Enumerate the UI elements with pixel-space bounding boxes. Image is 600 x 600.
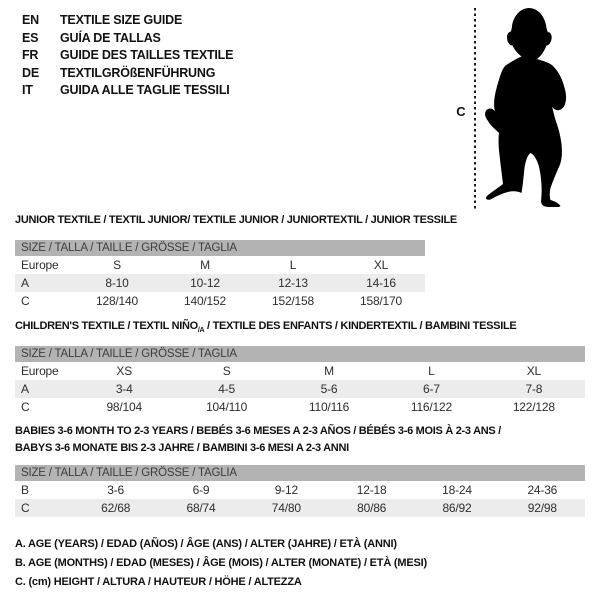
cell: S bbox=[113, 258, 121, 272]
height-measure-label: C bbox=[456, 104, 466, 119]
table-row bbox=[15, 256, 425, 274]
size-table-header: SIZE / TALLA / TAILLE / GRÖSSE / TAGLIA bbox=[15, 240, 425, 256]
cell: 74/80 bbox=[271, 501, 301, 515]
legend-note-b: B. AGE (MONTHS) / EDAD (MESES) / ÂGE (MOIS) / ALTER (MONATE) / ETÀ (MESI) bbox=[15, 557, 427, 569]
row-label: C bbox=[21, 501, 30, 515]
cell: 158/170 bbox=[360, 294, 402, 308]
language-row bbox=[22, 30, 233, 48]
table-row bbox=[15, 380, 585, 398]
table-row bbox=[15, 362, 585, 380]
language-row bbox=[22, 47, 233, 65]
cell: M bbox=[324, 364, 334, 378]
legend-notes bbox=[15, 535, 427, 592]
cell: 152/158 bbox=[272, 294, 314, 308]
section-title-text: / TEXTILE DES ENFANTS / KINDERTEXTIL / BAMBINI TESSILE bbox=[204, 320, 517, 332]
height-measure-dashed-line bbox=[474, 8, 476, 209]
cell: 62/68 bbox=[101, 501, 131, 515]
language-title: GUÍA DE TALLAS bbox=[60, 30, 161, 45]
section-title-babies bbox=[15, 423, 501, 457]
size-table-babies bbox=[15, 465, 585, 517]
language-row bbox=[22, 82, 233, 100]
legend-note-a: A. AGE (YEARS) / EDAD (AÑOS) / ÂGE (ANS) / ALTER (JAHRE) / ETÀ (ANNI) bbox=[15, 538, 397, 550]
cell: 10-12 bbox=[190, 276, 220, 290]
cell: 5-6 bbox=[320, 382, 338, 396]
cell: 140/152 bbox=[184, 294, 226, 308]
section-title-line2: BABYS 3-6 MONATE BIS 2-3 JAHRE / BAMBINI 3-6 MESI A 2-3 ANNI bbox=[15, 442, 349, 454]
cell: 6-7 bbox=[423, 382, 440, 396]
cell: XL bbox=[373, 258, 389, 272]
cell: 12-18 bbox=[356, 483, 387, 497]
cell: M bbox=[200, 258, 210, 272]
title-language-list bbox=[22, 12, 233, 100]
row-label: C bbox=[21, 294, 30, 308]
row-label: A bbox=[21, 382, 29, 396]
row-label: A bbox=[21, 276, 29, 290]
row-label: C bbox=[21, 400, 30, 414]
cell: L bbox=[289, 258, 297, 272]
cell: 12-13 bbox=[278, 276, 308, 290]
cell: 14-16 bbox=[366, 276, 396, 290]
cell: XS bbox=[116, 364, 132, 378]
language-title: GUIDE DES TAILLES TEXTILE bbox=[60, 48, 234, 62]
section-title-text: CHILDREN'S TEXTILE / TEXTIL NIÑO bbox=[15, 320, 198, 332]
baby-silhouette-icon bbox=[482, 7, 568, 207]
legend-note-c: C. (cm) HEIGHT / ALTURA / HAUTEUR / HÖHE / ALTEZZA bbox=[15, 576, 302, 588]
row-label: B bbox=[21, 483, 29, 497]
row-label: Europe bbox=[21, 258, 59, 272]
language-code: DE bbox=[22, 65, 39, 80]
cell: S bbox=[222, 364, 231, 378]
section-title-subscript: /A bbox=[197, 327, 205, 335]
language-code: FR bbox=[22, 48, 39, 62]
table-row bbox=[15, 481, 585, 499]
cell: 24-36 bbox=[527, 483, 558, 497]
table-row bbox=[15, 398, 585, 416]
cell: L bbox=[428, 364, 435, 378]
section-title-children bbox=[15, 319, 516, 338]
cell: 92/98 bbox=[527, 501, 557, 515]
row-label: Europe bbox=[21, 364, 59, 378]
size-table-header: SIZE / TALLA / TAILLE / GRÖSSE / TAGLIA bbox=[15, 465, 585, 481]
language-code: IT bbox=[22, 83, 33, 97]
cell: XL bbox=[526, 364, 541, 378]
size-table-junior bbox=[15, 240, 425, 310]
cell: 104/110 bbox=[206, 400, 248, 414]
cell: 98/104 bbox=[106, 400, 142, 414]
section-title-line1: BABIES 3-6 MONTH TO 2-3 YEARS / BEBÉS 3-6 MESES A 2-3 AÑOS / BÉBÉS 3-6 MOIS À 2-3 ANS / bbox=[15, 425, 501, 437]
language-code: EN bbox=[22, 13, 39, 27]
cell: 8-10 bbox=[105, 276, 129, 290]
table-row bbox=[15, 292, 425, 310]
language-code: ES bbox=[22, 30, 39, 45]
section-title-junior: JUNIOR TEXTILE / TEXTIL JUNIOR/ TEXTILE JUNIOR / JUNIORTEXTIL / JUNIOR TESSILE bbox=[15, 214, 457, 226]
cell: 116/122 bbox=[410, 400, 452, 414]
language-row bbox=[22, 12, 233, 30]
language-title: TEXTILGRÖßENFÜHRUNG bbox=[60, 65, 216, 80]
size-table-children bbox=[15, 346, 585, 416]
cell: 7-8 bbox=[525, 382, 543, 396]
language-row bbox=[22, 65, 233, 83]
table-row bbox=[15, 274, 425, 292]
cell: 4-5 bbox=[218, 382, 235, 396]
language-title: GUIDA ALLE TAGLIE TESSILI bbox=[60, 83, 230, 97]
cell: 6-9 bbox=[192, 483, 210, 497]
cell: 80/86 bbox=[357, 501, 387, 515]
language-title: TEXTILE SIZE GUIDE bbox=[60, 13, 183, 27]
cell: 68/74 bbox=[186, 501, 216, 515]
cell: 9-12 bbox=[274, 483, 298, 497]
cell: 3-4 bbox=[115, 382, 133, 396]
cell: 3-6 bbox=[107, 483, 125, 497]
cell: 18-24 bbox=[442, 483, 472, 497]
table-row bbox=[15, 499, 585, 517]
cell: 128/140 bbox=[96, 294, 138, 308]
cell: 110/116 bbox=[308, 400, 350, 414]
cell: 122/128 bbox=[512, 400, 555, 414]
size-table-header: SIZE / TALLA / TAILLE / GRÖSSE / TAGLIA bbox=[15, 346, 585, 362]
cell: 86/92 bbox=[442, 501, 472, 515]
